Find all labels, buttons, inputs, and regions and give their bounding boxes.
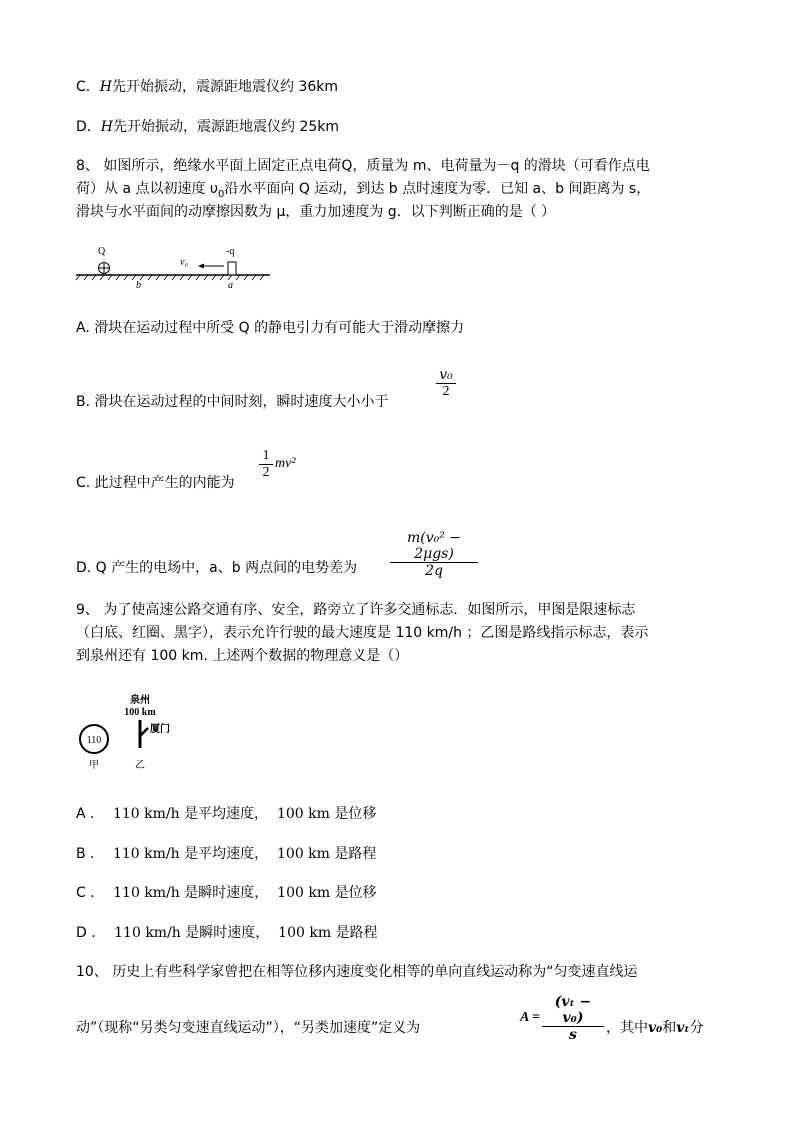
route-distance: 100 km [124,707,156,718]
q9-figure [74,688,194,772]
q8-option-c-tail: mv² [275,456,296,471]
q7-option-c: C．H先开始振动，震源距地震仪约 36km [76,79,339,95]
q8-option-c-fraction: 1 2 [259,448,273,481]
label-yi: 乙 [135,760,145,771]
velocity-label: v₀ [180,257,188,268]
q8-figure-svg [74,240,274,290]
q10-formula-fraction: (vₜ − v₀) s [542,994,604,1043]
q8-option-c: C. 此过程中产生的内能为 [76,475,235,491]
q7-option-d: D．H先开始振动，震源距地震仪约 25km [76,119,340,135]
charge-q-label: -q [226,246,235,257]
q8-stem-line1: 8、 如图所示，绝缘水平面上固定正点电荷Q，质量为 m、电荷量为－q 的滑块（可看作点电 [76,158,650,174]
q8-option-b-fraction: v₀ 2 [436,367,456,400]
q9-option-c: C ． 110 km/h 是瞬时速度， 100 km 是位移 [76,885,377,901]
slider-block [228,262,236,275]
q10-stem-line2: 动”（现称“另类匀变速直线运动”），“另类加速度”定义为 [76,1020,421,1036]
route-city1: 泉州 [130,695,150,706]
speed-limit-value: 110 [86,735,102,746]
q8-option-b: B. 滑块在运动过程的中间时刻，瞬时速度大小小于 [76,394,389,410]
q8-figure [74,240,274,290]
point-b-label: b [136,280,141,290]
q8-option-d-fraction: m(v₀² − 2μgs) 2q [390,530,478,579]
q9-stem-line3: 到泉州还有 100 km. 上述两个数据的物理意义是（） [76,648,409,664]
label-jia: 甲 [89,760,99,771]
q9-stem-line2: （白底、红圈、黑字），表示允许行驶的最大速度是 110 km/h ；乙图是路线指示标志，表示 [76,625,649,641]
q10-formula-lhs: A = [520,1010,541,1025]
q9-option-b: B ． 110 km/h 是平均速度， 100 km 是路程 [76,846,377,862]
q8-stem-line3: 滑块与水平面间的动摩擦因数为 μ，重力加速度为 g．以下判断正确的是（ ） [76,204,556,220]
q9-figure-svg [74,688,194,772]
q9-option-a: A ． 110 km/h 是平均速度， 100 km 是位移 [76,806,377,822]
route-city2: 厦门 [150,724,170,735]
point-a-label: a [228,280,233,290]
charge-Q-label: Q [98,246,106,257]
q10-stem-line2-tail: ，其中v₀和vₜ分 [606,1020,704,1036]
q10-stem-line1: 10、 历史上有些科学家曾把在相等位移内速度变化相等的单向直线运动称为“匀变速直线运 [76,964,638,980]
q8-stem-line2: 荷）从 a 点以初速度 $\upsilon_0$沿水平面向 Q 运动，到达 b 点时速度为零．已知 a、b 间距离为 s， [76,181,651,200]
q8-option-d: D. Q 产生的电场中，a、b 两点间的电势差为 [76,560,358,576]
q8-option-a: A. 滑块在运动过程中所受 Q 的静电引力有可能大于滑动摩擦力 [76,320,465,336]
positive-charge-icon [99,263,110,274]
velocity-arrowhead [198,264,204,269]
q9-option-d: D ． 110 km/h 是瞬时速度， 100 km 是路程 [76,925,378,941]
q9-stem-line1: 9、 为了使高速公路交通有序、安全，路旁立了许多交通标志．如图所示，甲图是限速标志 [76,602,636,618]
